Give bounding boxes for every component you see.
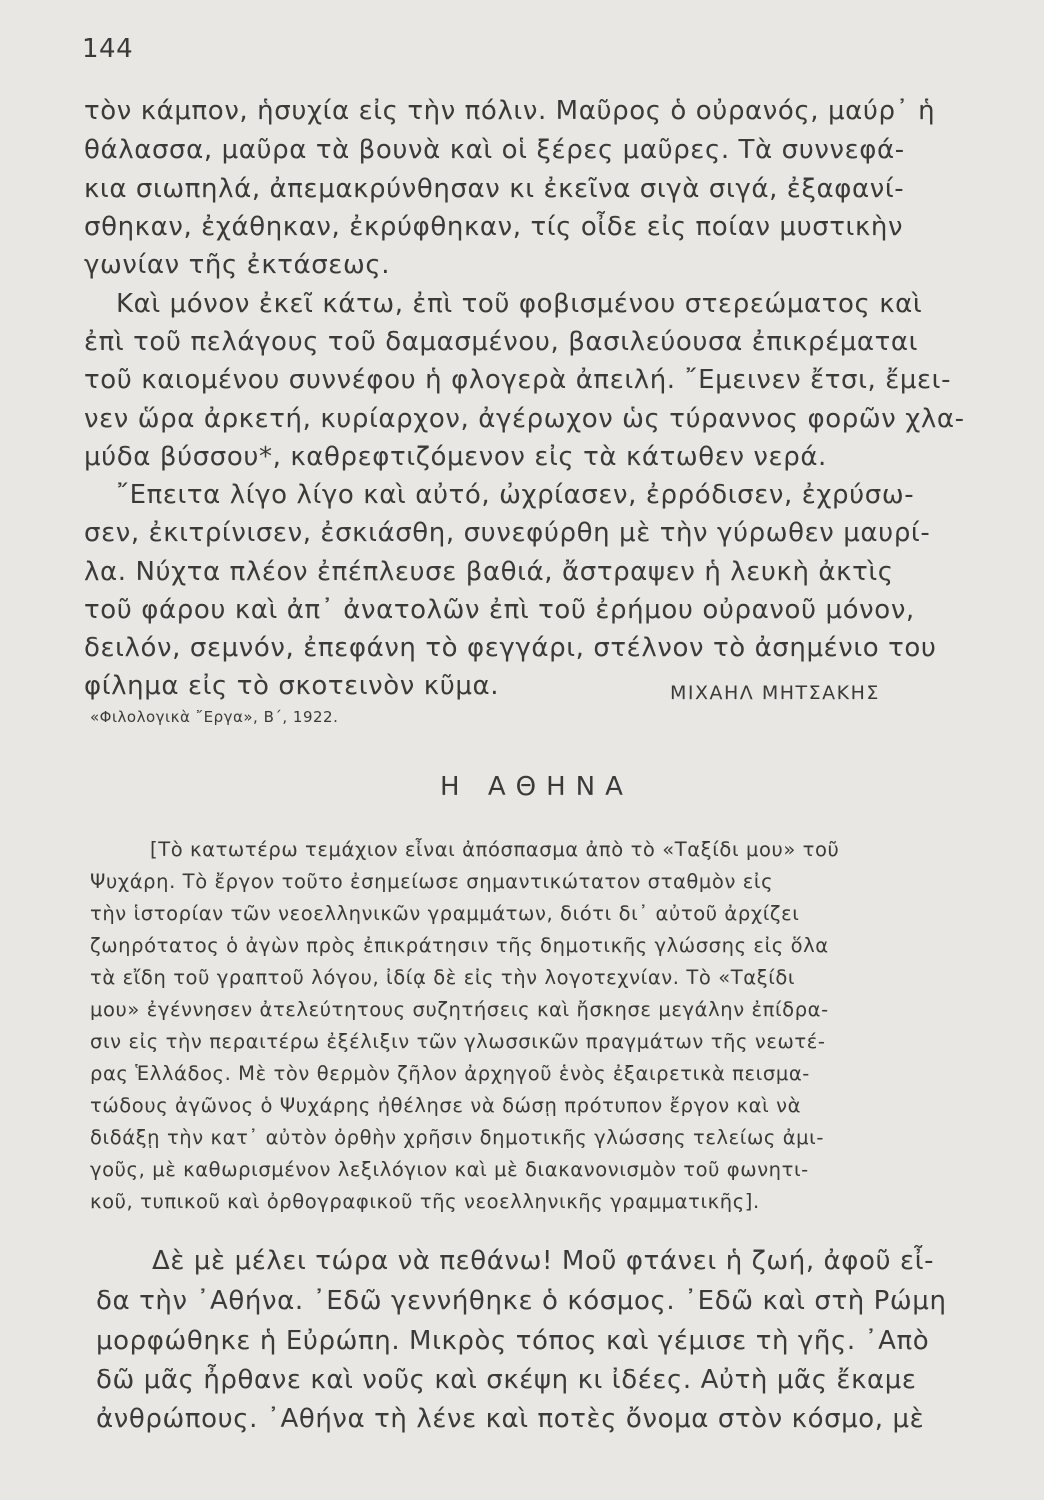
intro-line: σιν εἰς τὴν περαιτέρω ἐξέλιξιν τῶν γλωσσικῶν πραγμάτων τῆς νεωτέ- xyxy=(90,1030,826,1053)
page-number: 144 xyxy=(82,34,134,64)
intro-line: Ψυχάρη. Τὸ ἔργον τοῦτο ἐσημείωσε σημαντικώτατον σταθμὸν εἰς xyxy=(90,870,774,893)
passage1-line: τοῦ φάρου καὶ ἀπ᾽ ἀνατολῶν ἐπὶ τοῦ ἐρήμου οὐρανοῦ μόνον, xyxy=(84,595,915,625)
passage1-line: λα. Νύχτα πλέον ἐπέπλευσε βαθιά, ἄστραψεν ἡ λευκὴ ἀκτὶς xyxy=(84,557,894,587)
intro-line: τώδους ἀγῶνος ὁ Ψυχάρης ἠθέλησε νὰ δώσῃ πρότυπον ἔργον καὶ νὰ xyxy=(90,1094,802,1117)
intro-line: μου» ἐγέννησεν ἀτελεύτητους συζητήσεις καὶ ἤσκησε μεγάλην ἐπίδρα- xyxy=(90,998,829,1021)
passage1-line: ἐπὶ τοῦ πελάγους τοῦ δαμασμένου, βασιλεύουσα ἐπικρέμαται xyxy=(84,327,918,357)
passage1-line: Καὶ μόνον ἐκεῖ κάτω, ἐπὶ τοῦ φοβισμένου στερεώματος καὶ xyxy=(116,289,923,319)
intro-line: γοῦς, μὲ καθωρισμένον λεξιλόγιον καὶ μὲ διακανονισμὸν τοῦ φωνητι- xyxy=(90,1158,809,1181)
passage2-line: Δὲ μὲ μέλει τώρα νὰ πεθάνω! Μοῦ φτάνει ἡ ζωή, ἀφοῦ εἶ- xyxy=(152,1246,935,1276)
passage1-line: μύδα βύσσου*, καθρεφτιζόμενον εἰς τὰ κάτωθεν νερά. xyxy=(84,442,827,472)
passage1-line: σεν, ἐκιτρίνισεν, ἐσκιάσθη, συνεφύρθη μὲ τὴν γύρωθεν μαυρί- xyxy=(84,518,931,548)
intro-line: διδάξῃ τὴν κατ᾽ αὐτὸν ὀρθὴν χρῆσιν δημοτικῆς γλώσσης τελείως ἀμι- xyxy=(90,1126,825,1149)
passage1-line: τὸν κάμπον, ἡσυχία εἰς τὴν πόλιν. Μαῦρος ὁ οὐρανός, μαύρ᾽ ἡ xyxy=(84,96,936,126)
passage1-line: τοῦ καιομένου συννέφου ἡ φλογερὰ ἀπειλή. ῎Εμεινεν ἔτσι, ἔμει- xyxy=(84,365,952,395)
intro-line: [Τὸ κατωτέρω τεμάχιον εἶναι ἀπόσπασμα ἀπὸ τὸ «Ταξίδι μου» τοῦ xyxy=(150,838,840,861)
passage1-line: κια σιωπηλά, ἀπεμακρύνθησαν κι ἐκεῖνα σιγὰ σιγά, ἐξαφανί- xyxy=(84,174,905,204)
passage1-line: σθηκαν, ἐχάθηκαν, ἐκρύφθηκαν, τίς οἶδε εἰς ποίαν μυστικὴν xyxy=(84,212,904,242)
passage1-line: γωνίαν τῆς ἐκτάσεως. xyxy=(84,250,391,280)
passage1-line: νεν ὥρα ἀρκετή, κυρίαρχον, ἀγέρωχον ὡς τύραννος φορῶν χλα- xyxy=(84,404,965,434)
passage2-line: ἀνθρώπους. ᾽Αθήνα τὴ λένε καὶ ποτὲς ὄνομα στὸν κόσμο, μὲ xyxy=(96,1404,925,1434)
passage2-line: δῶ μᾶς ἦρθανε καὶ νοῦς καὶ σκέψη κι ἰδέες. Αὐτὴ μᾶς ἔκαμε xyxy=(96,1365,917,1395)
passage1-line: ῎Επειτα λίγο λίγο καὶ αὐτό, ὠχρίασεν, ἐρρόδισεν, ἐχρύσω- xyxy=(116,480,915,510)
intro-line: ρας Ἑλλάδος. Μὲ τὸν θερμὸν ζῆλον ἀρχηγοῦ ἑνὸς ἐξαιρετικὰ πεισμα- xyxy=(90,1062,810,1085)
passage2-line: μορφώθηκε ἡ Εὐρώπη. Μικρὸς τόπος καὶ γέμισε τὴ γῆς. ᾽Απὸ xyxy=(96,1326,930,1356)
intro-line: τὰ εἴδη τοῦ γραπτοῦ λόγου, ἰδίᾳ δὲ εἰς τὴν λογοτεχνίαν. Τὸ «Ταξίδι xyxy=(90,966,796,989)
passage1-line: δειλόν, σεμνόν, ἐπεφάνη τὸ φεγγάρι, στέλνον τὸ ἀσημένιο του xyxy=(84,633,937,663)
passage1-line: θάλασσα, μαῦρα τὰ βουνὰ καὶ οἱ ξέρες μαῦρες. Τὰ συννεφά- xyxy=(84,135,905,165)
source-citation: «Φιλολογικὰ ῎Εργα», Β΄, 1922. xyxy=(90,708,339,726)
intro-line: ζωηρότατος ὁ ἀγὼν πρὸς ἐπικράτησιν τῆς δημοτικῆς γλώσσης εἰς ὅλα xyxy=(90,934,829,957)
intro-line: τὴν ἱστορίαν τῶν νεοελληνικῶν γραμμάτων, διότι δι᾽ αὐτοῦ ἀρχίζει xyxy=(90,902,800,925)
section-title: Η ΑΘΗΝΑ xyxy=(440,772,633,802)
author-name: ΜΙΧΑΗΛ ΜΗΤΣΑΚΗΣ xyxy=(670,682,880,704)
intro-line: κοῦ, τυπικοῦ καὶ ὀρθογραφικοῦ τῆς νεοελληνικῆς γραμματικῆς]. xyxy=(90,1190,760,1213)
passage2-line: δα τὴν ᾽Αθήνα. ᾽Εδῶ γεννήθηκε ὁ κόσμος. ᾽Εδῶ καὶ στὴ Ρώμη xyxy=(96,1286,947,1316)
passage1-line: φίλημα εἰς τὸ σκοτεινὸν κῦμα. xyxy=(84,671,500,701)
